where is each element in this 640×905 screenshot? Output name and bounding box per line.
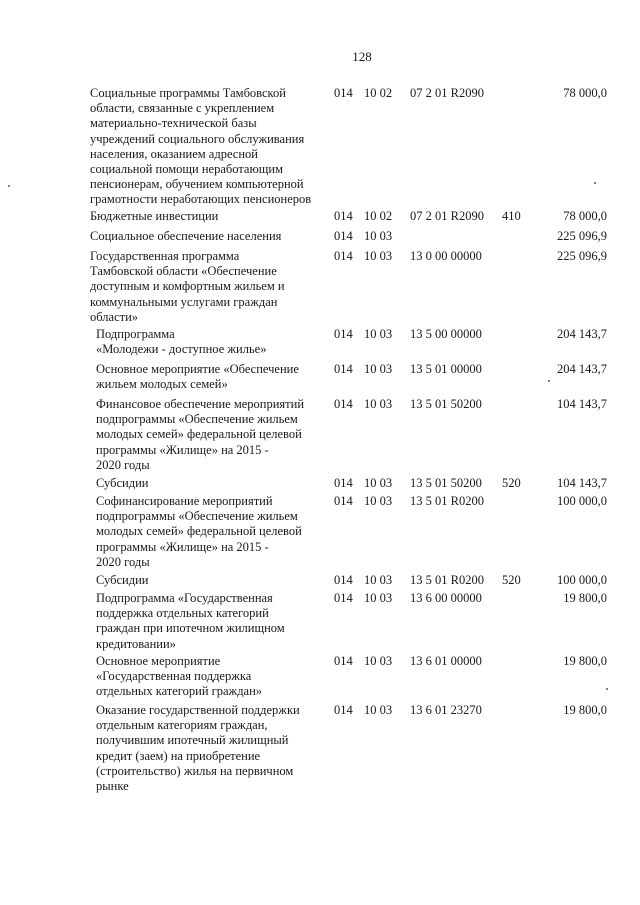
row-name: Софинансирование мероприятий подпрограммы «Обеспечение жильем молодых семей» федеральной целевой программы «Жилище» на 2015 - 2020 годы	[96, 494, 302, 569]
admin-code: 014	[334, 86, 353, 100]
row-sum: 78 000,0	[563, 209, 607, 223]
row-name: Основное мероприятие «Государственная поддержка отдельных категорий граждан»	[96, 654, 263, 699]
admin-code: 014	[334, 476, 353, 490]
row-name: Субсидии	[96, 573, 149, 587]
row-sum: 100 000,0	[557, 573, 607, 587]
section-code: 10 02	[364, 86, 393, 100]
admin-code: 014	[334, 654, 353, 668]
target-article: 13 5 01 R0200	[410, 494, 484, 508]
admin-code: 014	[334, 229, 353, 243]
scan-speck	[606, 688, 608, 690]
target-article: 13 6 01 00000	[410, 654, 482, 668]
scan-speck	[594, 182, 596, 184]
row-sum: 204 143,7	[557, 327, 607, 341]
row-sum: 204 143,7	[557, 362, 607, 376]
row-name: Социальные программы Тамбовской области, связанные с укреплением материально-технической базы учреждений социального обслуживания населения, оказанием адресной социальной помощи неработающим пенсионерам, обучением компьютерной грамотности неработающих пенсионеров	[90, 86, 312, 207]
section-code: 10 03	[364, 327, 393, 341]
admin-code: 014	[334, 494, 353, 508]
section-code: 10 03	[364, 494, 393, 508]
target-article: 13 5 01 00000	[410, 362, 482, 376]
row-sum: 104 143,7	[557, 476, 607, 490]
admin-code: 014	[334, 591, 353, 605]
section-code: 10 02	[364, 209, 393, 223]
row-name: Подпрограмма «Молодежи - доступное жилье»	[96, 327, 267, 357]
admin-code: 014	[334, 209, 353, 223]
row-sum: 19 800,0	[563, 654, 607, 668]
row-name: Субсидии	[96, 476, 149, 490]
target-article: 13 5 01 50200	[410, 397, 482, 411]
target-article: 13 0 00 00000	[410, 249, 482, 263]
target-article: 13 5 00 00000	[410, 327, 482, 341]
target-article: 13 5 01 50200	[410, 476, 482, 490]
row-name: Подпрограмма «Государственная поддержка отдельных категорий граждан при ипотечном жилищном кредитовании»	[96, 591, 285, 651]
section-code: 10 03	[364, 573, 393, 587]
row-name: Оказание государственной поддержки отдельным категориям граждан, получившим ипотечный жилищный кредит (заем) на приобретение (строительство) жилья на первичном рынке	[96, 703, 300, 794]
admin-code: 014	[334, 249, 353, 263]
row-sum: 225 096,9	[557, 229, 607, 243]
row-sum: 78 000,0	[563, 86, 607, 100]
section-code: 10 03	[364, 654, 393, 668]
expense-kind: 410	[502, 209, 521, 223]
row-name: Финансовое обеспечение мероприятий подпрограммы «Обеспечение жильем молодых семей» федеральной целевой программы «Жилище» на 2015 - 2020 годы	[96, 397, 305, 472]
section-code: 10 03	[364, 703, 393, 717]
target-article: 07 2 01 R2090	[410, 209, 484, 223]
page-number: 128	[352, 49, 372, 64]
expense-kind: 520	[502, 573, 521, 587]
admin-code: 014	[334, 327, 353, 341]
section-code: 10 03	[364, 229, 393, 243]
admin-code: 014	[334, 573, 353, 587]
section-code: 10 03	[364, 397, 393, 411]
row-sum: 19 800,0	[563, 703, 607, 717]
target-article: 13 6 01 23270	[410, 703, 482, 717]
admin-code: 014	[334, 703, 353, 717]
section-code: 10 03	[364, 362, 393, 376]
row-name: Социальное обеспечение населения	[90, 229, 282, 243]
scan-speck	[8, 185, 10, 187]
admin-code: 014	[334, 362, 353, 376]
admin-code: 014	[334, 397, 353, 411]
row-name: Государственная программа Тамбовской области «Обеспечение доступным и комфортным жильем и коммунальными услугами граждан области»	[90, 249, 285, 324]
row-sum: 19 800,0	[563, 591, 607, 605]
section-code: 10 03	[364, 249, 393, 263]
target-article: 13 5 01 R0200	[410, 573, 484, 587]
row-name: Бюджетные инвестиции	[90, 209, 219, 223]
target-article: 07 2 01 R2090	[410, 86, 484, 100]
row-sum: 100 000,0	[557, 494, 607, 508]
row-name: Основное мероприятие «Обеспечение жильем молодых семей»	[96, 362, 299, 392]
section-code: 10 03	[364, 476, 393, 490]
section-code: 10 03	[364, 591, 393, 605]
row-sum: 225 096,9	[557, 249, 607, 263]
row-sum: 104 143,7	[557, 397, 607, 411]
target-article: 13 6 00 00000	[410, 591, 482, 605]
scan-speck	[548, 380, 550, 382]
expense-kind: 520	[502, 476, 521, 490]
